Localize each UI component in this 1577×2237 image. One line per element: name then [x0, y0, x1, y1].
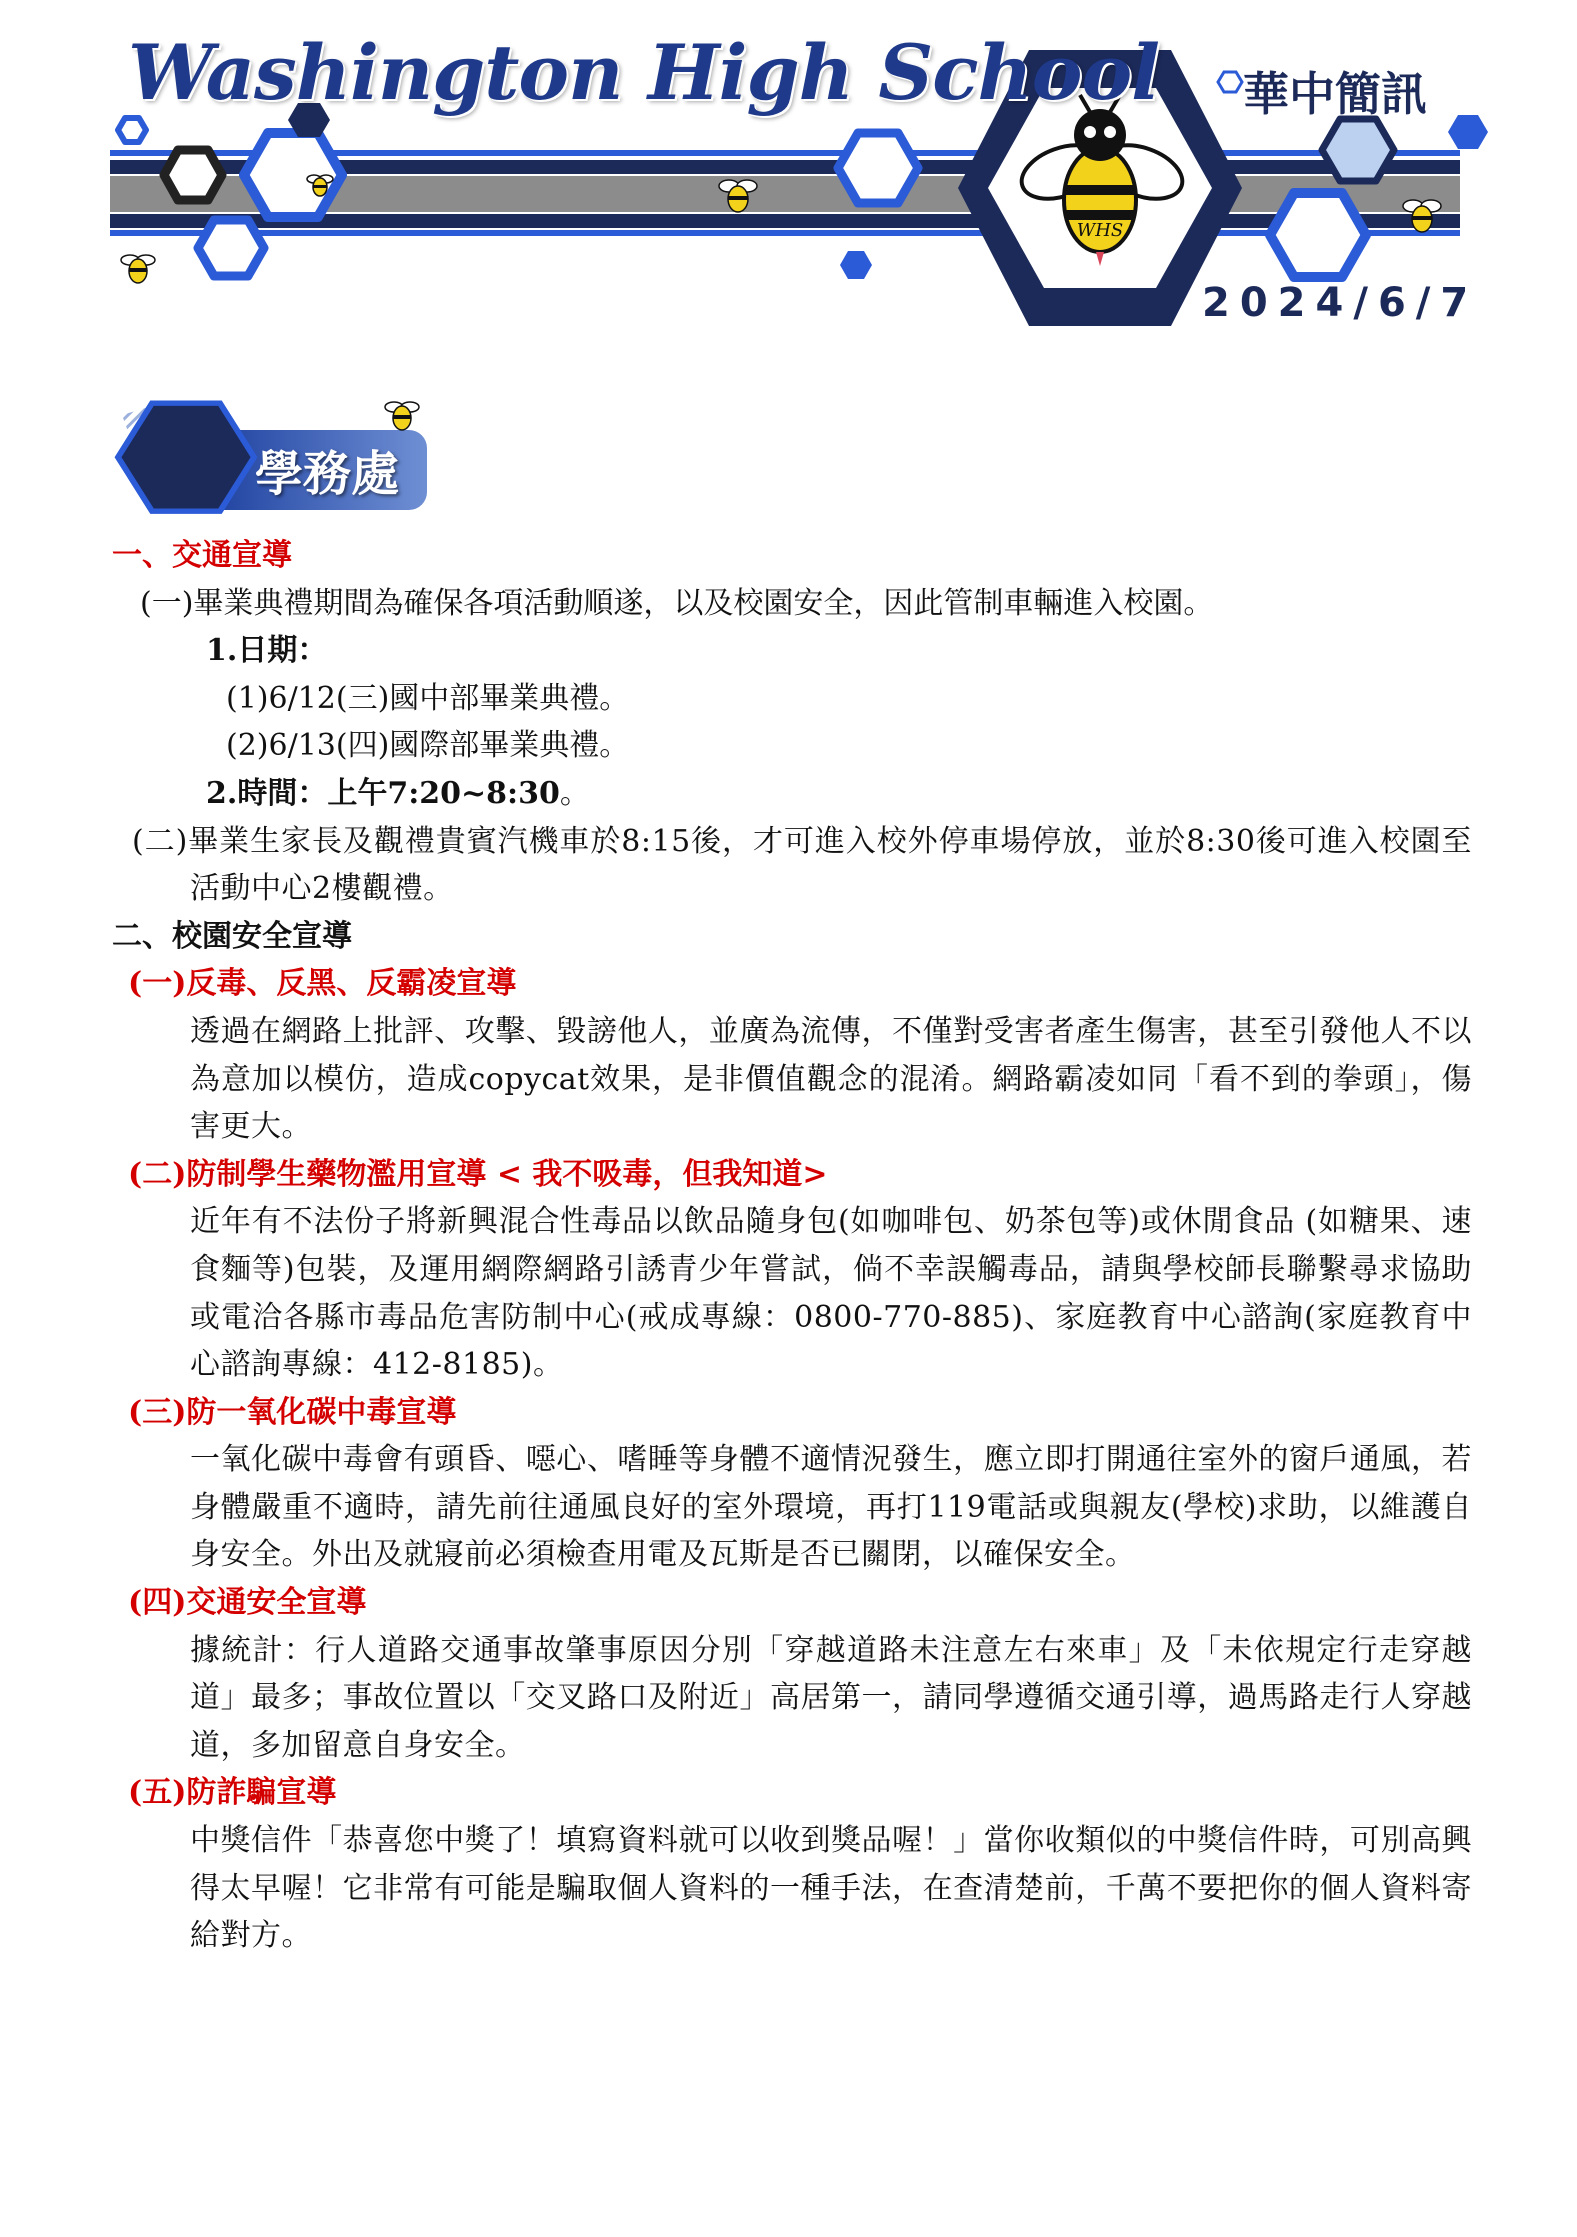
hexagon-icon — [164, 150, 222, 200]
small-bee-icon — [121, 255, 155, 283]
topic-1-heading: 一、交通宣導 — [112, 538, 292, 573]
topic-2-item-1-body: 透過在網路上批評、攻擊、毀謗他人，並廣為流傳，不僅對受害者產生傷害，甚至引發他人不以為意加以模仿，造成copycat效果，是非價值觀念的混淆。網路霸凌如同「看不到的拳頭」，傷害更大。 — [190, 1013, 1472, 1145]
time-label: 2.時間：上午7:20~8:30 — [206, 775, 560, 811]
publication-name: 華中簡訊 — [1243, 67, 1427, 121]
topic-2-item-1-title: (一)反毒、反黑、反霸凌宣導 — [128, 966, 517, 1002]
small-bee-icon — [385, 402, 419, 430]
topic-2-item-4-title: (四)交通安全宣導 — [128, 1585, 367, 1621]
hexagon-icon — [118, 118, 146, 142]
topic-2-item-2-body: 近年有不法份子將新興混合性毒品以飲品隨身包(如咖啡包、奶茶包等)或休閒食品 (如糖果、速食麵等)包裝，及運用網際網路引誘青少年嘗試，倘不幸誤觸毒品，請與學校師長聯繫尋求協助或電洽各縣市毒品危害防制中心(戒成專線：0800-770-885)、家庭教育中心諮詢(家庭教育中心諮詢專線：412-8185)。 — [190, 1204, 1472, 1383]
hexagon-icon — [840, 251, 872, 279]
topic-1-item-2: (二)畢業生家長及觀禮貴賓汽機車於8:15後，才可進入校外停車場停放，並於8:30後可進入校園至活動中心2樓觀禮。 — [132, 823, 1472, 907]
hexagon-icon — [1270, 193, 1366, 277]
time-line — [112, 770, 1472, 818]
mascot-label: WHS — [1076, 220, 1124, 241]
topic-2-item-2-title: (二)防制學生藥物濫用宣導 < 我不吸毒，但我知道> — [128, 1156, 828, 1192]
hexagon-icon — [198, 220, 264, 276]
hexagon-icon — [1322, 119, 1394, 181]
topic-2-heading: 二、校園安全宣導 — [112, 918, 352, 954]
topic-1-item-1: (一)畢業典禮期間為確保各項活動順遂，以及校園安全，因此管制車輛進入校園。 — [140, 585, 1214, 621]
section-title: 學務處 — [255, 446, 400, 502]
topic-2-item-5-body: 中獎信件「恭喜您中獎了！填寫資料就可以收到獎品喔！」當你收類似的中獎信件時，可別高興得太早喔！它非常有可能是騙取個人資料的一種手法，在查清楚前，千萬不要把你的個人資料寄給對方。 — [190, 1823, 1472, 1954]
hexagon-icon — [838, 133, 918, 203]
topic-2-item-4-body: 據統計：行人道路交通事故肇事原因分別「穿越道路未注意左右來車」及「未依規定行走穿越道」最多；事故位置以「交叉路口及附近」高居第一，請同學遵循交通引導，過馬路走行人穿越道，多加留意自身安全。 — [190, 1632, 1472, 1763]
hexagon-icon — [1448, 115, 1488, 149]
publication-date: 2024/6/7 — [1202, 280, 1479, 326]
date-label: 1.日期： — [206, 633, 328, 669]
topic-2-item-3-title: (三)防一氧化碳中毒宣導 — [128, 1394, 457, 1430]
topic-2-item-5-title: (五)防詐騙宣導 — [128, 1775, 337, 1811]
article-content — [112, 532, 1472, 1960]
hexagon-badge-icon — [118, 403, 254, 511]
date-line-1: (1)6/12(三)國中部畢業典禮。 — [226, 680, 630, 716]
school-name: Washington High School — [128, 28, 1160, 117]
time-suffix: 。 — [559, 775, 590, 811]
date-line-2: (2)6/13(四)國際部畢業典禮。 — [226, 728, 630, 764]
topic-2-item-3-body: 一氧化碳中毒會有頭昏、噁心、嗜睡等身體不適情況發生，應立即打開通往室外的窗戶通風，若身體嚴重不適時，請先前往通風良好的室外環境，再打119電話或與親友(學校)求助，以維護自身安全。外出及就寢前必須檢查用電及瓦斯是否已關閉，以確保安全。 — [190, 1442, 1472, 1573]
hexagon-icon — [1218, 72, 1242, 92]
